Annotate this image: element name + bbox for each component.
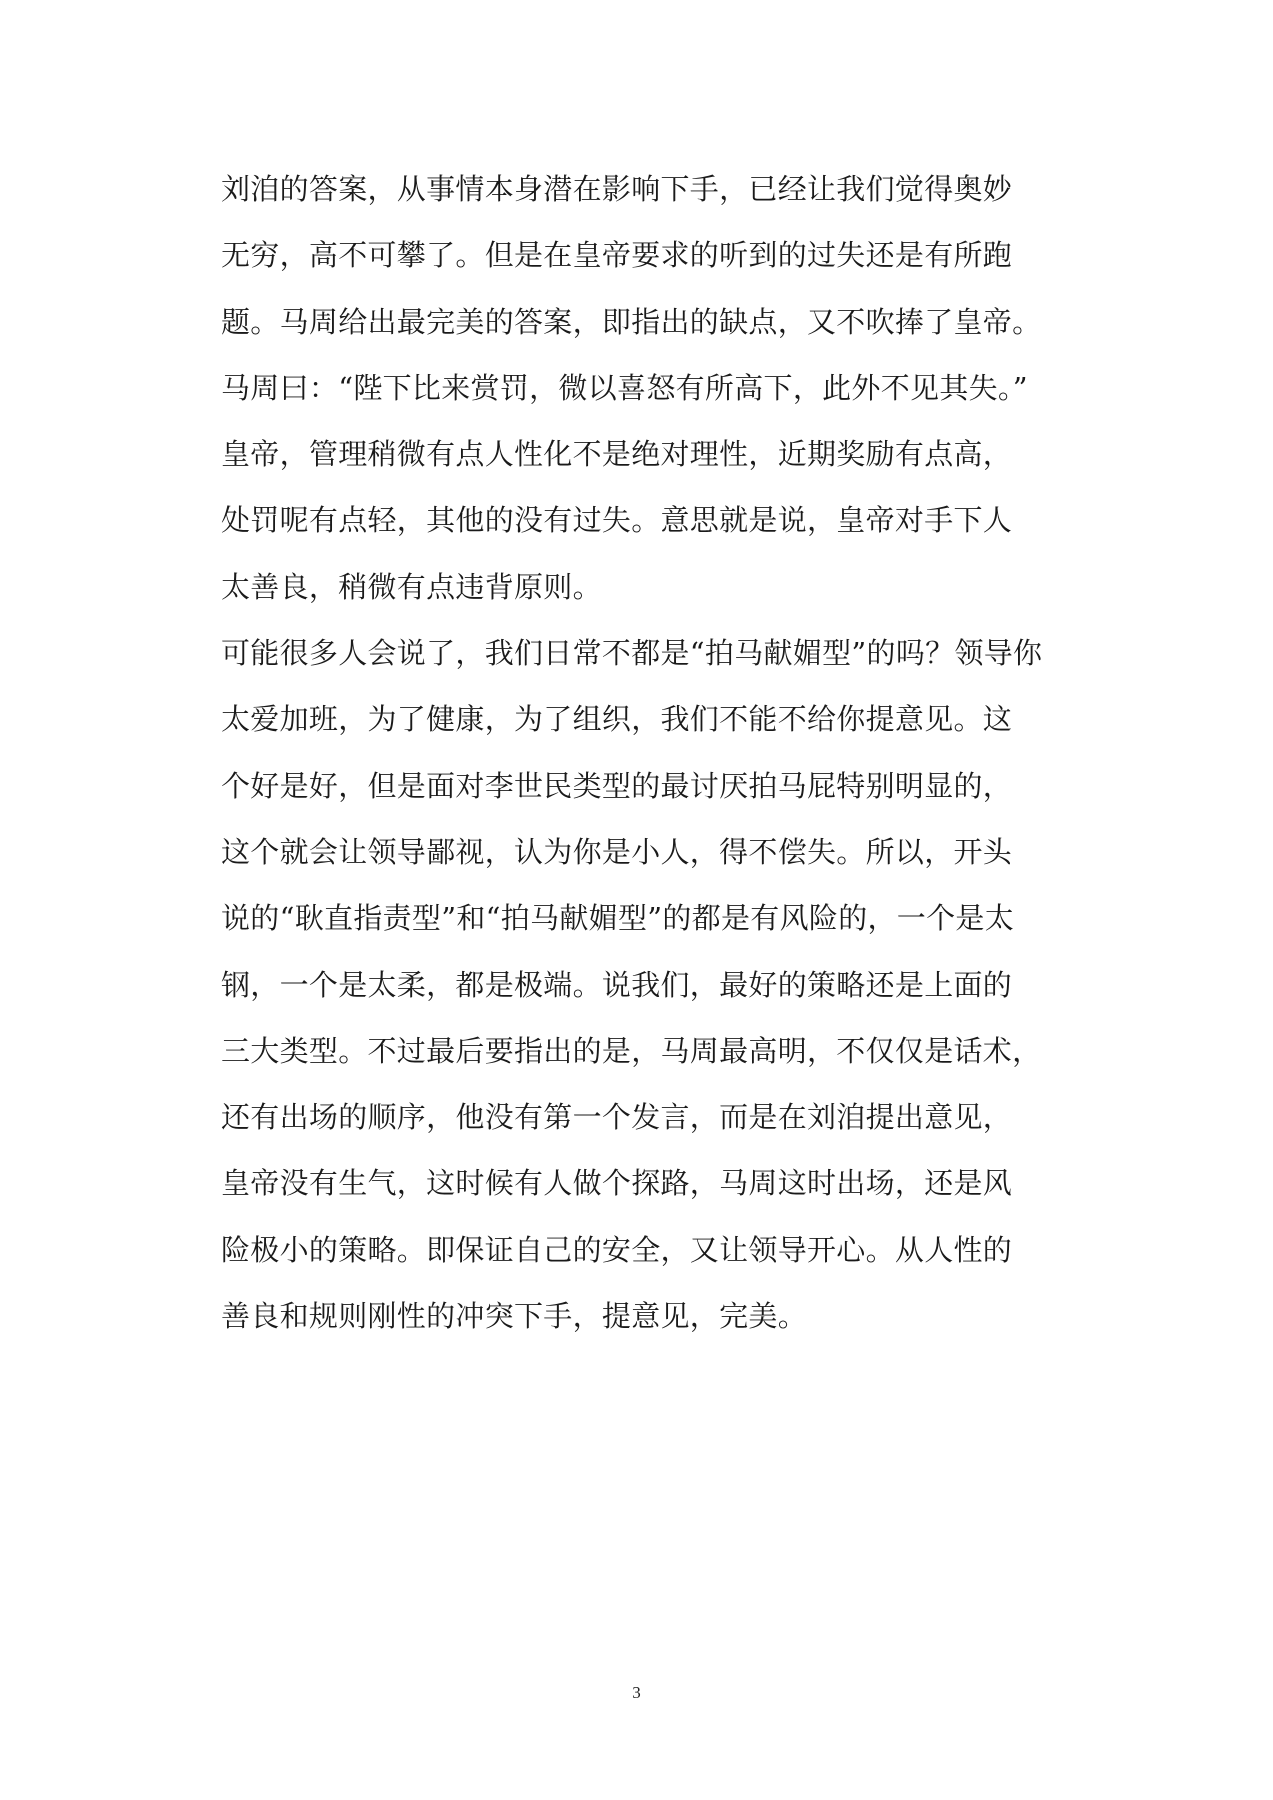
text-line: 个好是好，但是面对李世民类型的最讨厌拍马屁特别明显的， <box>221 768 1013 803</box>
text-line: 三大类型。不过最后要指出的是，马周最高明，不仅仅是话术， <box>221 1033 1042 1068</box>
text-line: 皇帝，管理稍微有点人性化不是绝对理性，近期奖励有点高， <box>221 437 1013 472</box>
text-line: 无穷，高不可攀了。但是在皇帝要求的听到的过失还是有所跑 <box>221 238 1013 273</box>
text-line: 说的“耿直指责型”和“拍马献媚型”的都是有风险的，一个是太 <box>221 901 1015 936</box>
text-line: 题。马周给出最完美的答案，即指出的缺点，又不吹捧了皇帝。 <box>221 304 1042 339</box>
text-line: 这个就会让领导鄙视，认为你是小人，得不偿失。所以，开头 <box>221 834 1013 869</box>
text-line: 善良和规则刚性的冲突下手，提意见，完美。 <box>221 1299 808 1334</box>
paragraph <box>221 620 1071 1349</box>
text-line: 可能很多人会说了，我们日常不都是“拍马献媚型”的吗？领导你 <box>221 636 1043 671</box>
body-text <box>221 156 1071 1349</box>
text-line: 还有出场的顺序，他没有第一个发言，而是在刘洎提出意见， <box>221 1100 1013 1135</box>
page-number: 3 <box>632 1683 641 1702</box>
text-line: 险极小的策略。即保证自己的安全，又让领导开心。从人性的 <box>221 1232 1013 1267</box>
text-line: 皇帝没有生气，这时候有人做个探路，马周这时出场，还是风 <box>221 1166 1013 1201</box>
text-line: 马周曰：“陛下比来赏罚，微以喜怒有所高下，此外不见其失。” <box>221 370 1028 405</box>
text-line: 钢，一个是太柔，都是极端。说我们，最好的策略还是上面的 <box>221 967 1013 1002</box>
text-line: 处罚呢有点轻，其他的没有过失。意思就是说，皇帝对手下人 <box>221 503 1013 538</box>
paragraph <box>221 156 1071 620</box>
text-line: 太爱加班，为了健康，为了组织，我们不能不给你提意见。这 <box>221 702 1013 737</box>
text-line: 刘洎的答案，从事情本身潜在影响下手，已经让我们觉得奥妙 <box>221 172 1013 206</box>
text-line: 太善良，稍微有点违背原则。 <box>221 569 602 604</box>
